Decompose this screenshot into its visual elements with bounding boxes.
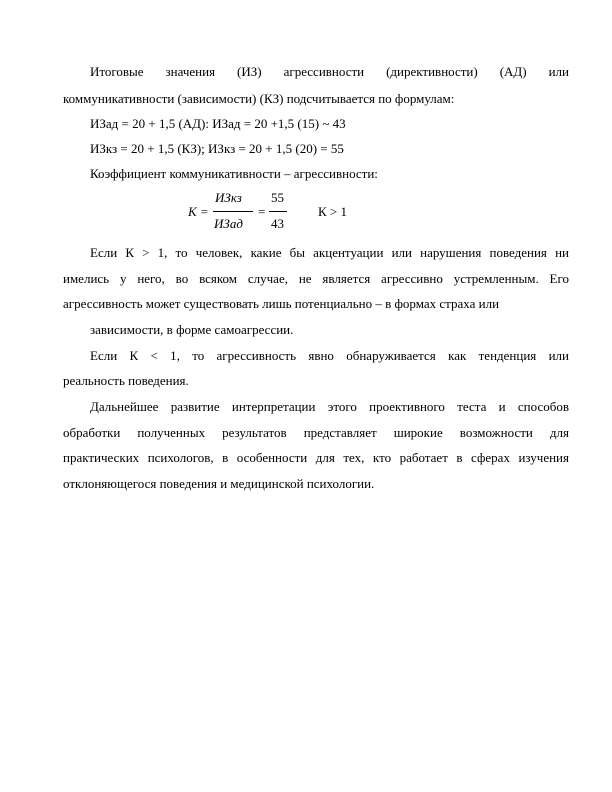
formula-equals: = bbox=[258, 204, 266, 219]
paragraph-4-line-1: Дальнейшее развитие интерпретации этого проективного теста и способов bbox=[90, 399, 569, 414]
paragraph-3-line-1: Если К < 1, то агрессивность явно обнаруживается как тенденция или bbox=[90, 348, 569, 363]
formula-iz-kz: ИЗкз = 20 + 1,5 (КЗ); ИЗкз = 20 + 1,5 (20) = 55 bbox=[90, 141, 344, 156]
formula-numerator: ИЗкз bbox=[215, 190, 242, 205]
formula-num-value: 55 bbox=[271, 190, 284, 205]
formula-lhs: К = bbox=[188, 204, 209, 219]
paragraph-2-line-3: агрессивность может существовать лишь потенциально – в формах страха или bbox=[63, 296, 500, 311]
paragraph-4-line-3: практических психологов, в особенности для тех, кто работает в сферах изучения bbox=[63, 450, 569, 465]
paragraph-2-line-4: зависимости, в форме самоагрессии. bbox=[90, 322, 294, 337]
paragraph-3-line-2: реальность поведения. bbox=[63, 373, 189, 388]
formula-value-bar bbox=[269, 211, 287, 212]
paragraph-1-line-2: коммуникативности (зависимости) (КЗ) подсчитывается по формулам: bbox=[63, 91, 455, 106]
formula-iz-ad: ИЗад = 20 + 1,5 (АД): ИЗад = 20 +1,5 (15) ~ 43 bbox=[90, 116, 346, 131]
formula-den-value: 43 bbox=[271, 216, 284, 231]
paragraph-4-line-2: обработки полученных результатов представляет широкие возможности для bbox=[63, 425, 569, 440]
formula-fraction-bar bbox=[213, 211, 253, 212]
formula-denominator: ИЗад bbox=[214, 216, 243, 231]
paragraph-2-line-2: имелись у него, во всяком случае, не является агрессивно устремленным. Его bbox=[63, 271, 569, 286]
formula-condition: К > 1 bbox=[318, 204, 348, 219]
paragraph-1-line-1: Итоговые значения (ИЗ) агрессивности (директивности) (АД) или bbox=[90, 64, 569, 79]
coefficient-label: Коэффициент коммуникативности – агрессивности: bbox=[90, 166, 378, 181]
paragraph-4-line-4: отклоняющегося поведения и медицинской психологии. bbox=[63, 476, 375, 491]
paragraph-2-line-1: Если К > 1, то человек, какие бы акцентуации или нарушения поведения ни bbox=[90, 245, 569, 260]
coefficient-formula bbox=[188, 190, 388, 238]
